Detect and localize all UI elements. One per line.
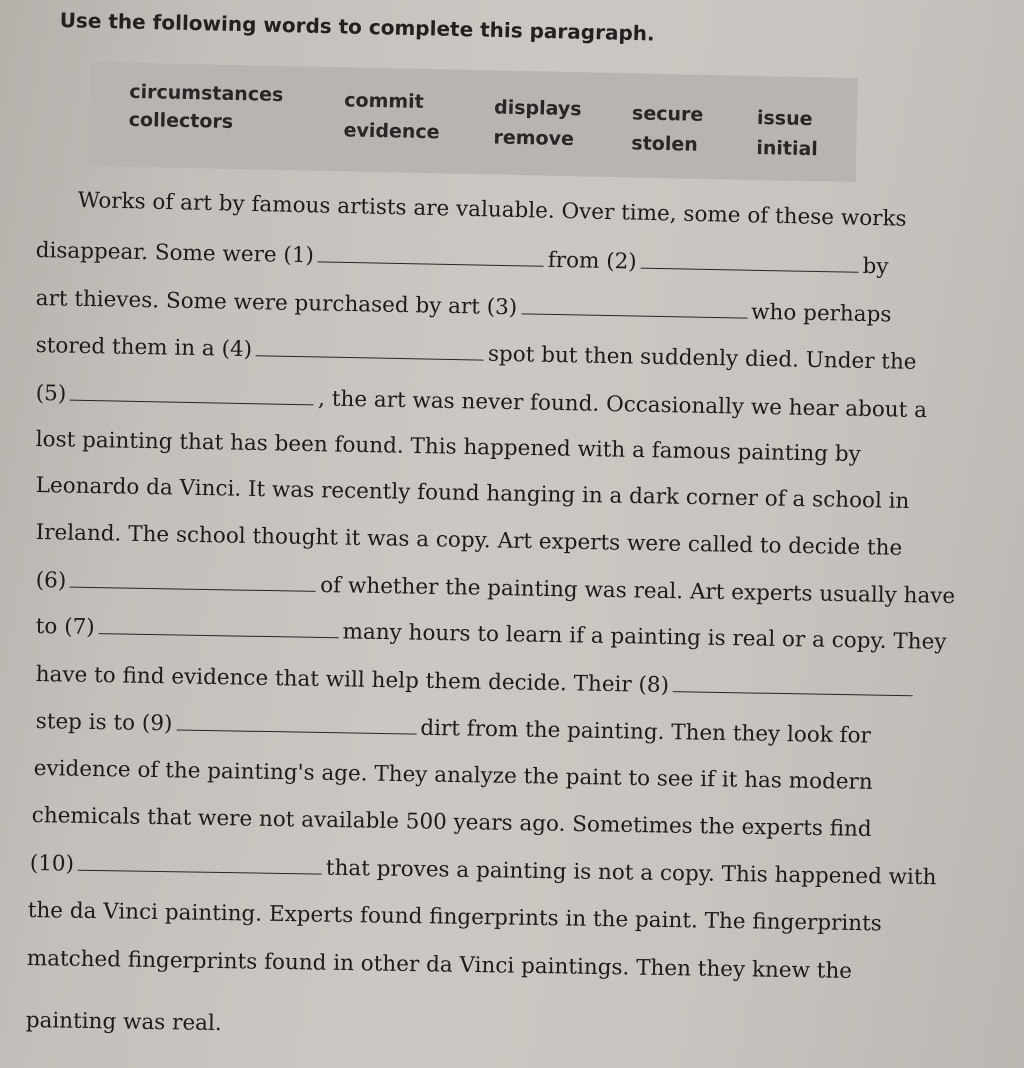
text-line	[36, 614, 947, 655]
text-segment: stored them in a (4)	[35, 333, 253, 363]
answer-blank-6	[70, 571, 316, 592]
text-line	[36, 568, 956, 609]
text-segment: step is to (9)	[35, 709, 173, 737]
text-line: evidence of the painting's age. They analyze the paint to see if it has modern	[33, 756, 873, 795]
text-line: Works of art by famous artists are valuable. Over time, some of these works	[77, 188, 907, 232]
word-bank-item: stolen	[631, 132, 699, 156]
text-line: the da Vinci painting. Experts found fingerprints in the paint. The fingerprints	[27, 898, 882, 937]
text-line: Leonardo da Vinci. It was recently found hanging in a dark corner of a school in	[35, 473, 910, 515]
exercise-instruction: Use the following words to complete this paragraph.	[59, 8, 655, 46]
text-line: matched fingerprints found in other da Vinci paintings. Then they knew the	[26, 946, 853, 984]
text-line	[36, 709, 871, 749]
word-bank-item: collectors	[128, 108, 234, 134]
answer-blank-9	[176, 713, 416, 734]
text-line	[36, 238, 889, 279]
text-segment: by	[862, 253, 889, 280]
text-segment: spot but then suddenly died. Under the	[487, 341, 917, 375]
text-segment: disappear. Some were (1)	[35, 238, 315, 269]
text-segment: from (2)	[547, 247, 637, 275]
word-bank-item: issue	[756, 106, 813, 131]
text-segment: of whether the painting was real. Art experts usually have	[319, 572, 956, 610]
text-line	[36, 662, 918, 702]
text-segment: dirt from the painting. Then they look for	[420, 715, 872, 749]
text-line	[36, 286, 892, 327]
word-bank-item: evidence	[343, 119, 440, 144]
answer-blank-8	[673, 675, 913, 696]
word-bank-item: commit	[344, 89, 424, 113]
answer-blank-1	[318, 245, 544, 266]
text-segment: , the art was never found. Occasionally we hear about a	[317, 386, 928, 424]
text-segment: (5)	[35, 381, 67, 407]
text-segment: have to find evidence that will help them decide. Their (8)	[35, 662, 670, 699]
text-segment: many hours to learn if a painting is real or a copy. They	[342, 619, 947, 655]
word-bank-item: initial	[756, 136, 819, 161]
text-line: Ireland. The school thought it was a copy. Art experts were called to decide the	[35, 520, 903, 561]
text-line: chemicals that were not available 500 years ago. Sometimes the experts find	[31, 803, 872, 842]
text-segment: to (7)	[35, 614, 95, 641]
answer-blank-4	[256, 339, 484, 360]
text-segment: that proves a painting is not a copy. This happened with	[325, 855, 937, 891]
text-line	[36, 381, 928, 423]
text-line	[36, 333, 917, 375]
text-line	[30, 851, 937, 890]
answer-blank-5	[70, 384, 314, 406]
word-bank-item: displays	[493, 96, 582, 121]
text-segment: art thieves. Some were purchased by art (3)	[35, 286, 518, 321]
word-bank-item: remove	[493, 126, 575, 151]
answer-blank-10	[78, 854, 322, 875]
text-segment: who perhaps	[750, 299, 892, 328]
text-line: painting was real.	[25, 1008, 222, 1037]
answer-blank-7	[99, 617, 339, 638]
text-line: lost painting that has been found. This happened with a famous painting by	[35, 427, 861, 468]
word-bank-item: circumstances	[129, 80, 284, 107]
word-bank-item: secure	[631, 102, 704, 126]
text-segment: (10)	[29, 851, 75, 877]
answer-blank-3	[521, 297, 747, 318]
text-segment: (6)	[35, 568, 67, 594]
answer-blank-2	[641, 252, 859, 273]
